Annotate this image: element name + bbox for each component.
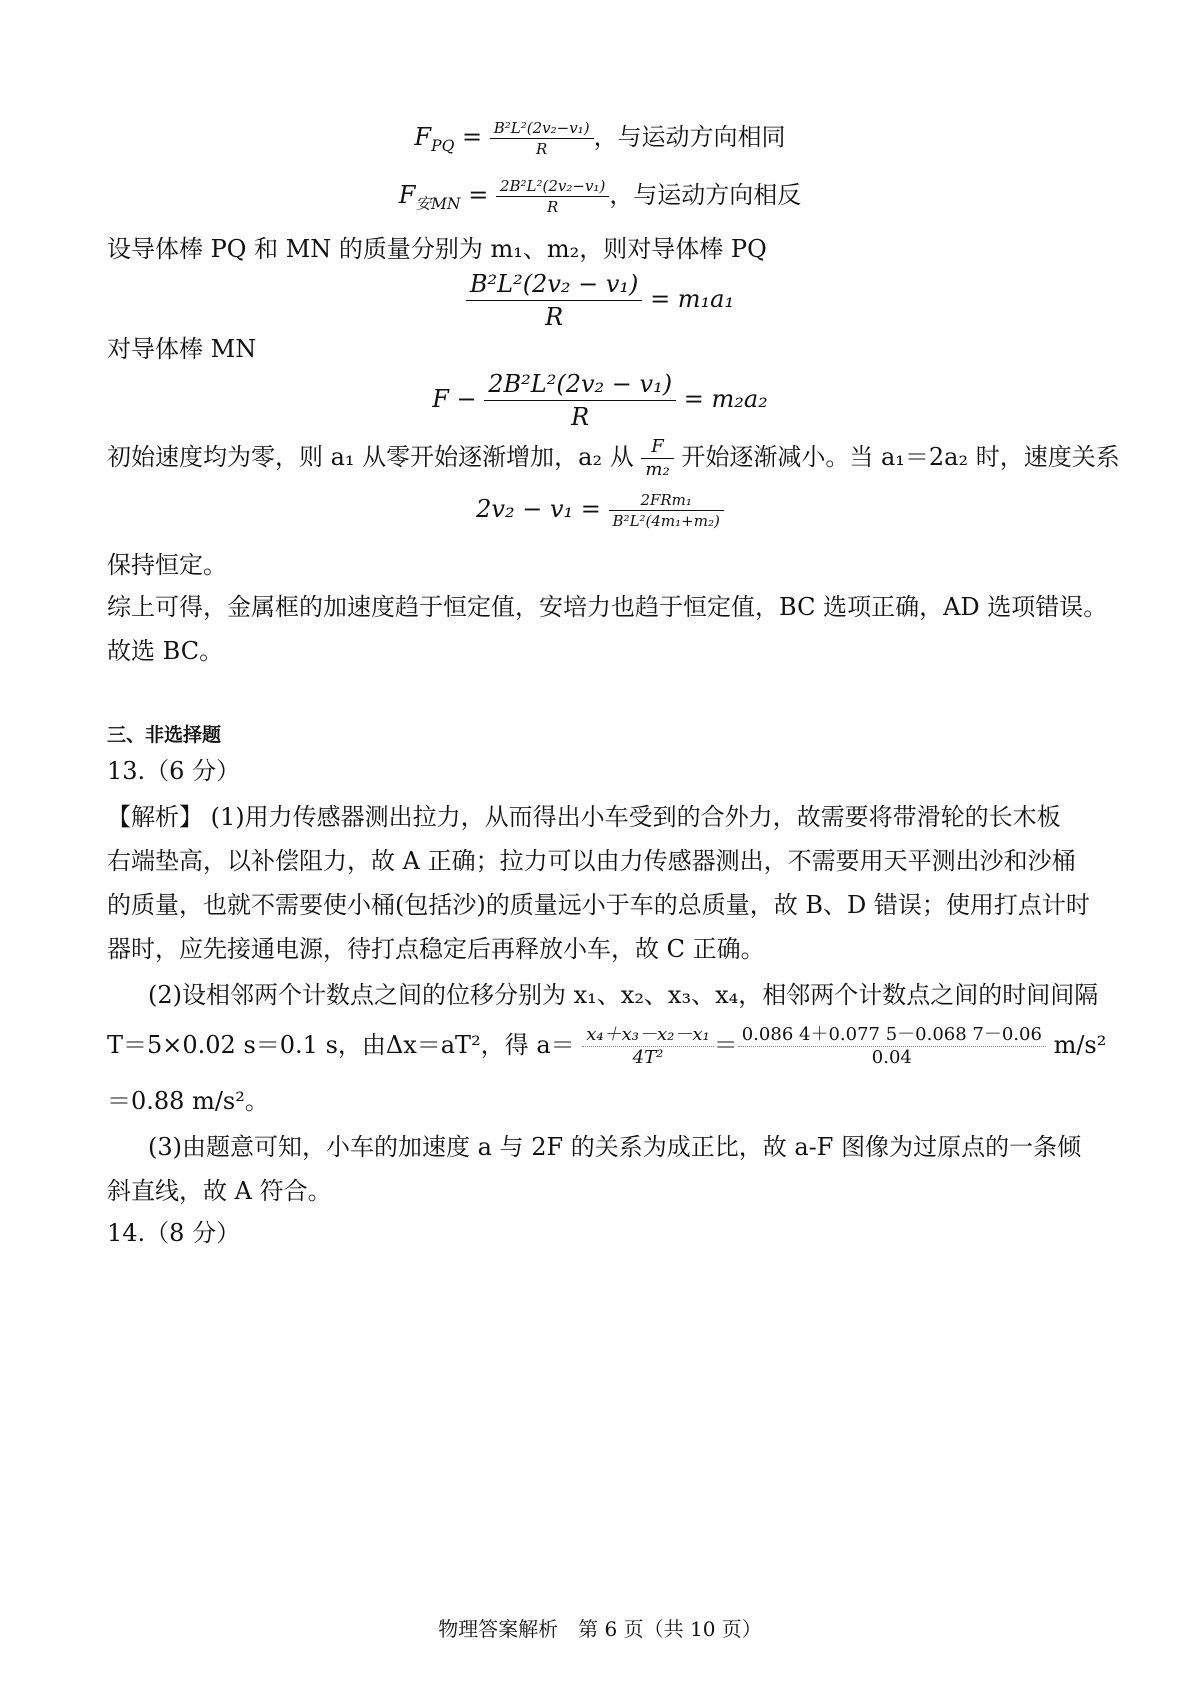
eq-v-numerator: 2FRm₁ [609,490,724,511]
paragraph-constant: 保持恒定。 [107,551,227,579]
eq-fpq-denominator: R [536,140,548,158]
initial-text-after: 开始逐渐减小。当 a₁＝2a₂ 时，速度关系 [681,443,1120,471]
eq-pq-denominator: R [545,303,564,331]
q13-part2-result: ＝0.88 m/s²。 [107,1087,269,1115]
q13-part2-calculation [107,1024,1106,1069]
equation-velocity [0,490,1200,531]
paragraph-mass: 设导体棒 PQ 和 MN 的质量分别为 m₁、m₂，则对导体棒 PQ [107,235,767,263]
eq-pq-numerator: B²L²(2v₂ − v₁) [466,268,643,301]
q13-analysis-line-1: 【解析】 (1)用力传感器测出拉力，从而得出小车受到的合外力，故需要将带滑轮的长木板 [107,803,1061,831]
calc-frac2-den: 0.04 [871,1047,912,1068]
initial-text-before: 初始速度均为零，则 a₁ 从零开始逐渐增加，a₂ 从 [107,443,634,471]
eq-v-lhs: 2v₂ − v₁ = [476,495,601,523]
q13-part3-line-2: 斜直线，故 A 符合。 [107,1177,332,1205]
eq-fpq-lhs: $F_{PQ}$ = [414,123,483,155]
eq-fmn-lhs: $F_{安MN}$ = [398,181,489,213]
eq-mn-denominator: R [571,403,590,431]
eq-mn-lhs: F − [432,385,477,413]
eq-pq-fraction [466,268,643,333]
paragraph-mn: 对导体棒 MN [107,335,257,363]
paragraph-summary: 综上可得，金属框的加速度趋于恒定值，安培力也趋于恒定值，BC 选项正确，AD 选项错误。 [107,593,1108,621]
eq-fmn-numerator: 2B²L²(2v₂−v₁) [496,176,609,197]
eq-fmn-denominator: R [546,198,559,216]
section-title: 三、非选择题 [107,724,222,746]
q13-analysis-line-3: 的质量，也就不需要使小桶(包括沙)的质量远小于车的总质量，故 B、D 错误；使用打点计时 [107,891,1090,919]
calc-frac1-den: 4T² [632,1047,664,1068]
q13-part3-line-1: (3)由题意可知，小车的加速度 a 与 2F 的关系为成正比，故 a-F 图像为过原点的一条倾 [148,1133,1082,1161]
equation-f-pq [0,118,1200,163]
eq-v-denominator: B²L²(4m₁+m₂) [612,512,720,530]
q13-analysis-line-4: 器时，应先接通电源，待打点稳定后再释放小车，故 C 正确。 [107,935,765,963]
page-footer: 物理答案解析 第 6 页（共 10 页） [438,1617,762,1641]
calc-frac1-num: x₄＋x₃－x₂－x₁ [582,1024,713,1047]
calc-fraction-symbolic [582,1024,713,1069]
eq-fpq-numerator: B²L²(2v₂−v₁) [490,118,594,139]
eq-mn-numerator: 2B²L²(2v₂ − v₁) [484,368,676,401]
calc-equals: ＝ [713,1031,738,1059]
eq-mn-rhs: = m₂a₂ [683,385,768,413]
initial-fraction [641,436,673,481]
equation-pq-dynamics [0,268,1200,333]
eq-fpq-tail: ，与运动方向相同 [593,123,786,151]
eq-mn-fraction [484,368,676,433]
calc-text-before: T＝5×0.02 s＝0.1 s，由Δx＝aT²，得 a＝ [107,1031,575,1059]
eq-pq-rhs: = m₁a₁ [650,285,735,313]
q13-analysis-line-2: 右端垫高，以补偿阻力，故 A 正确；拉力可以由力传感器测出，不需要用天平测出沙和沙桶 [107,847,1076,875]
paragraph-initial [107,436,1120,481]
eq-fpq-fraction [490,118,594,159]
q13-part2-line-1: (2)设相邻两个计数点之间的位移分别为 x₁、x₂、x₃、x₄，相邻两个计数点之间的时间间隔 [148,981,1099,1009]
calc-unit: m/s² [1053,1031,1107,1059]
eq-fmn-tail: ，与运动方向相反 [609,181,802,209]
calc-frac2-num: 0.086 4＋0.077 5－0.068 7－0.06 [738,1024,1046,1047]
question-13-title: 13.（6 分） [107,757,241,785]
eq-fmn-fraction [496,176,609,217]
eq-v-fraction [609,490,724,531]
equation-mn-dynamics [0,368,1200,433]
equation-f-mn [0,176,1200,221]
paragraph-choose: 故选 BC。 [107,637,224,665]
calc-fraction-numeric [738,1024,1046,1069]
question-14-title: 14.（8 分） [107,1219,241,1247]
initial-fraction-num: F [641,436,673,459]
initial-fraction-den: m₂ [645,459,670,480]
